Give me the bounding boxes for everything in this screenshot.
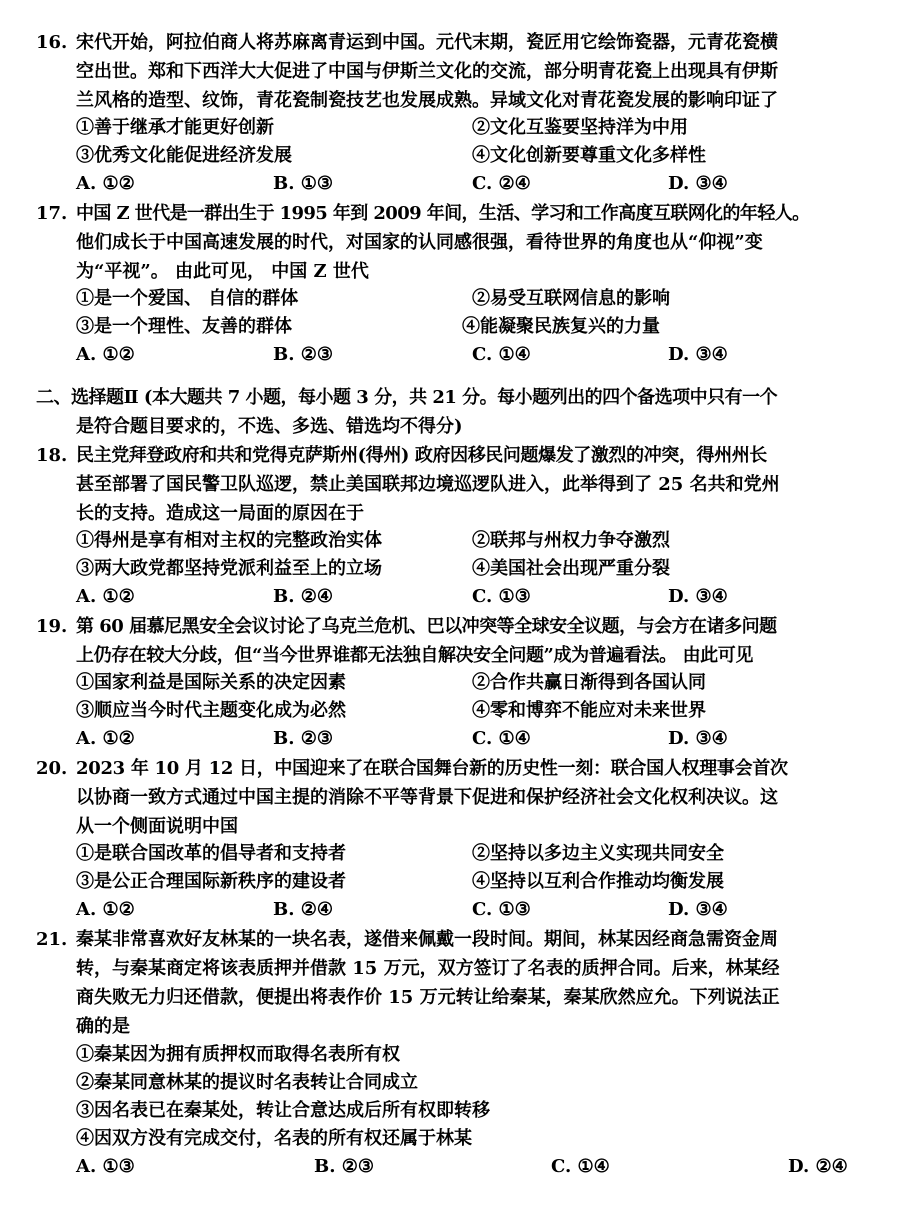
question-stem-line: 第 60 届慕尼黑安全会议讨论了乌克兰危机、巴以冲突等全球安全议题，与会方在诸多问题: [76, 616, 777, 637]
answer-choice: D. ③④: [668, 586, 728, 607]
question-stem-line: 长的支持。造成这一局面的原因在于: [76, 503, 364, 524]
statement-item: ①善于继承才能更好创新: [76, 117, 274, 138]
statement-item: ①国家利益是国际关系的决定因素: [76, 672, 346, 693]
statement-item: ③因名表已在秦某处，转让合意达成后所有权即转移: [76, 1100, 490, 1121]
question-stem-line: 兰风格的造型、纹饰，青花瓷制瓷技艺也发展成熟。异域文化对青花瓷发展的影响印证了: [76, 90, 778, 111]
answer-choice: C. ①④: [472, 344, 531, 365]
question-stem-line: 商失败无力归还借款，便提出将表作价 15 万元转让给秦某，秦某欣然应允。下列说法正: [76, 987, 780, 1008]
statement-item: ④美国社会出现严重分裂: [472, 558, 670, 579]
question-stem-line: 2023 年 10 月 12 日，中国迎来了在联合国舞台新的历史性一刻：联合国人权理事会首次: [76, 758, 788, 779]
question-stem-line: 空出世。郑和下西洋大大促进了中国与伊斯兰文化的交流，部分明青花瓷上出现具有伊斯: [76, 61, 778, 82]
answer-choice: D. ③④: [668, 173, 728, 194]
question-stem-line: 以协商一致方式通过中国主提的消除不平等背景下促进和保护经济社会文化权利决议。这: [76, 787, 778, 808]
statement-item: ④文化创新要尊重文化多样性: [472, 145, 706, 166]
question-stem-line: 秦某非常喜欢好友林某的一块名表，遂借来佩戴一段时间。期间，林某因经商急需资金周: [76, 929, 778, 950]
statement-item: ③是公正合理国际新秩序的建设者: [76, 871, 346, 892]
question-number: 16.: [36, 32, 68, 53]
question-stem-line: 转，与秦某商定将该表质押并借款 15 万元，双方签订了名表的质押合同。后来，林某经: [76, 958, 780, 979]
answer-choice: D. ③④: [668, 728, 728, 749]
answer-choice: D. ③④: [668, 899, 728, 920]
statement-item: ②易受互联网信息的影响: [472, 288, 670, 309]
answer-choice: A. ①②: [76, 344, 135, 365]
section-heading-line: 二、选择题Ⅱ (本大题共 7 小题，每小题 3 分，共 21 分。每小题列出的四个备选项中只有一个: [36, 387, 778, 408]
answer-choice: C. ①④: [551, 1156, 610, 1177]
answer-choice: C. ①③: [472, 586, 531, 607]
statement-item: ②坚持以多边主义实现共同安全: [472, 843, 724, 864]
statement-item: ②文化互鉴要坚持洋为中用: [472, 117, 688, 138]
statement-item: ①是一个爱国、 自信的群体: [76, 288, 299, 309]
question-stem-line: 确的是: [76, 1016, 130, 1037]
statement-item: ③顺应当今时代主题变化成为必然: [76, 700, 346, 721]
question-stem-line: 从一个侧面说明中国: [76, 816, 238, 837]
question-stem-line: 上仍存在较大分歧，但“当今世界谁都无法独自解决安全问题”成为普遍看法。 由此可见: [76, 645, 753, 666]
answer-choice: A. ①②: [76, 899, 135, 920]
answer-choice: A. ①②: [76, 173, 135, 194]
statement-item: ④零和博弈不能应对未来世界: [472, 700, 706, 721]
question-stem-line: 宋代开始，阿拉伯商人将苏麻离青运到中国。元代末期，瓷匠用它绘饰瓷器，元青花瓷横: [76, 32, 778, 53]
question-stem-line: 他们成长于中国高速发展的时代，对国家的认同感很强，看待世界的角度也从“仰视”变: [76, 232, 763, 253]
question-number: 17.: [36, 203, 68, 224]
question-stem-line: 为“平视”。 由此可见， 中国 Z 世代: [76, 261, 369, 282]
answer-choice: D. ②④: [788, 1156, 848, 1177]
statement-item: ②秦某同意林某的提议时名表转让合同成立: [76, 1072, 418, 1093]
question-number: 18.: [36, 445, 68, 466]
statement-item: ①是联合国改革的倡导者和支持者: [76, 843, 346, 864]
statement-item: ③是一个理性、友善的群体: [76, 316, 292, 337]
question-stem-line: 民主党拜登政府和共和党得克萨斯州(得州) 政府因移民问题爆发了激烈的冲突，得州州长: [76, 445, 767, 466]
answer-choice: B. ②④: [273, 899, 334, 920]
answer-choice: B. ②③: [273, 728, 334, 749]
answer-choice: A. ①②: [76, 586, 135, 607]
question-number: 19.: [36, 616, 68, 637]
statement-item: ②合作共赢日渐得到各国认同: [472, 672, 706, 693]
answer-choice: B. ①③: [273, 173, 334, 194]
question-stem-line: 甚至部署了国民警卫队巡逻，禁止美国联邦边境巡逻队进入，此举得到了 25 名共和党州: [76, 474, 780, 495]
statement-item: ③优秀文化能促进经济发展: [76, 145, 292, 166]
answer-choice: B. ②③: [314, 1156, 375, 1177]
answer-choice: C. ②④: [472, 173, 531, 194]
statement-item: ③两大政党都坚持党派利益至上的立场: [76, 558, 382, 579]
statement-item: ①秦某因为拥有质押权而取得名表所有权: [76, 1044, 400, 1065]
question-number: 21.: [36, 929, 68, 950]
answer-choice: D. ③④: [668, 344, 728, 365]
answer-choice: B. ②③: [273, 344, 334, 365]
statement-item: ④因双方没有完成交付，名表的所有权还属于林某: [76, 1128, 472, 1149]
answer-choice: C. ①③: [472, 899, 531, 920]
section-heading-line: 是符合题目要求的，不选、多选、错选均不得分): [76, 416, 463, 437]
statement-item: ②联邦与州权力争夺激烈: [472, 530, 670, 551]
statement-item: ①得州是享有相对主权的完整政治实体: [76, 530, 382, 551]
answer-choice: C. ①④: [472, 728, 531, 749]
statement-item: ④能凝聚民族复兴的力量: [462, 316, 660, 337]
question-stem-line: 中国 Z 世代是一群出生于 1995 年到 2009 年间，生活、学习和工作高度互联网化的年轻人。: [76, 203, 810, 224]
statement-item: ④坚持以互利合作推动均衡发展: [472, 871, 724, 892]
answer-choice: A. ①②: [76, 728, 135, 749]
answer-choice: A. ①③: [76, 1156, 135, 1177]
question-number: 20.: [36, 758, 68, 779]
answer-choice: B. ②④: [273, 586, 334, 607]
